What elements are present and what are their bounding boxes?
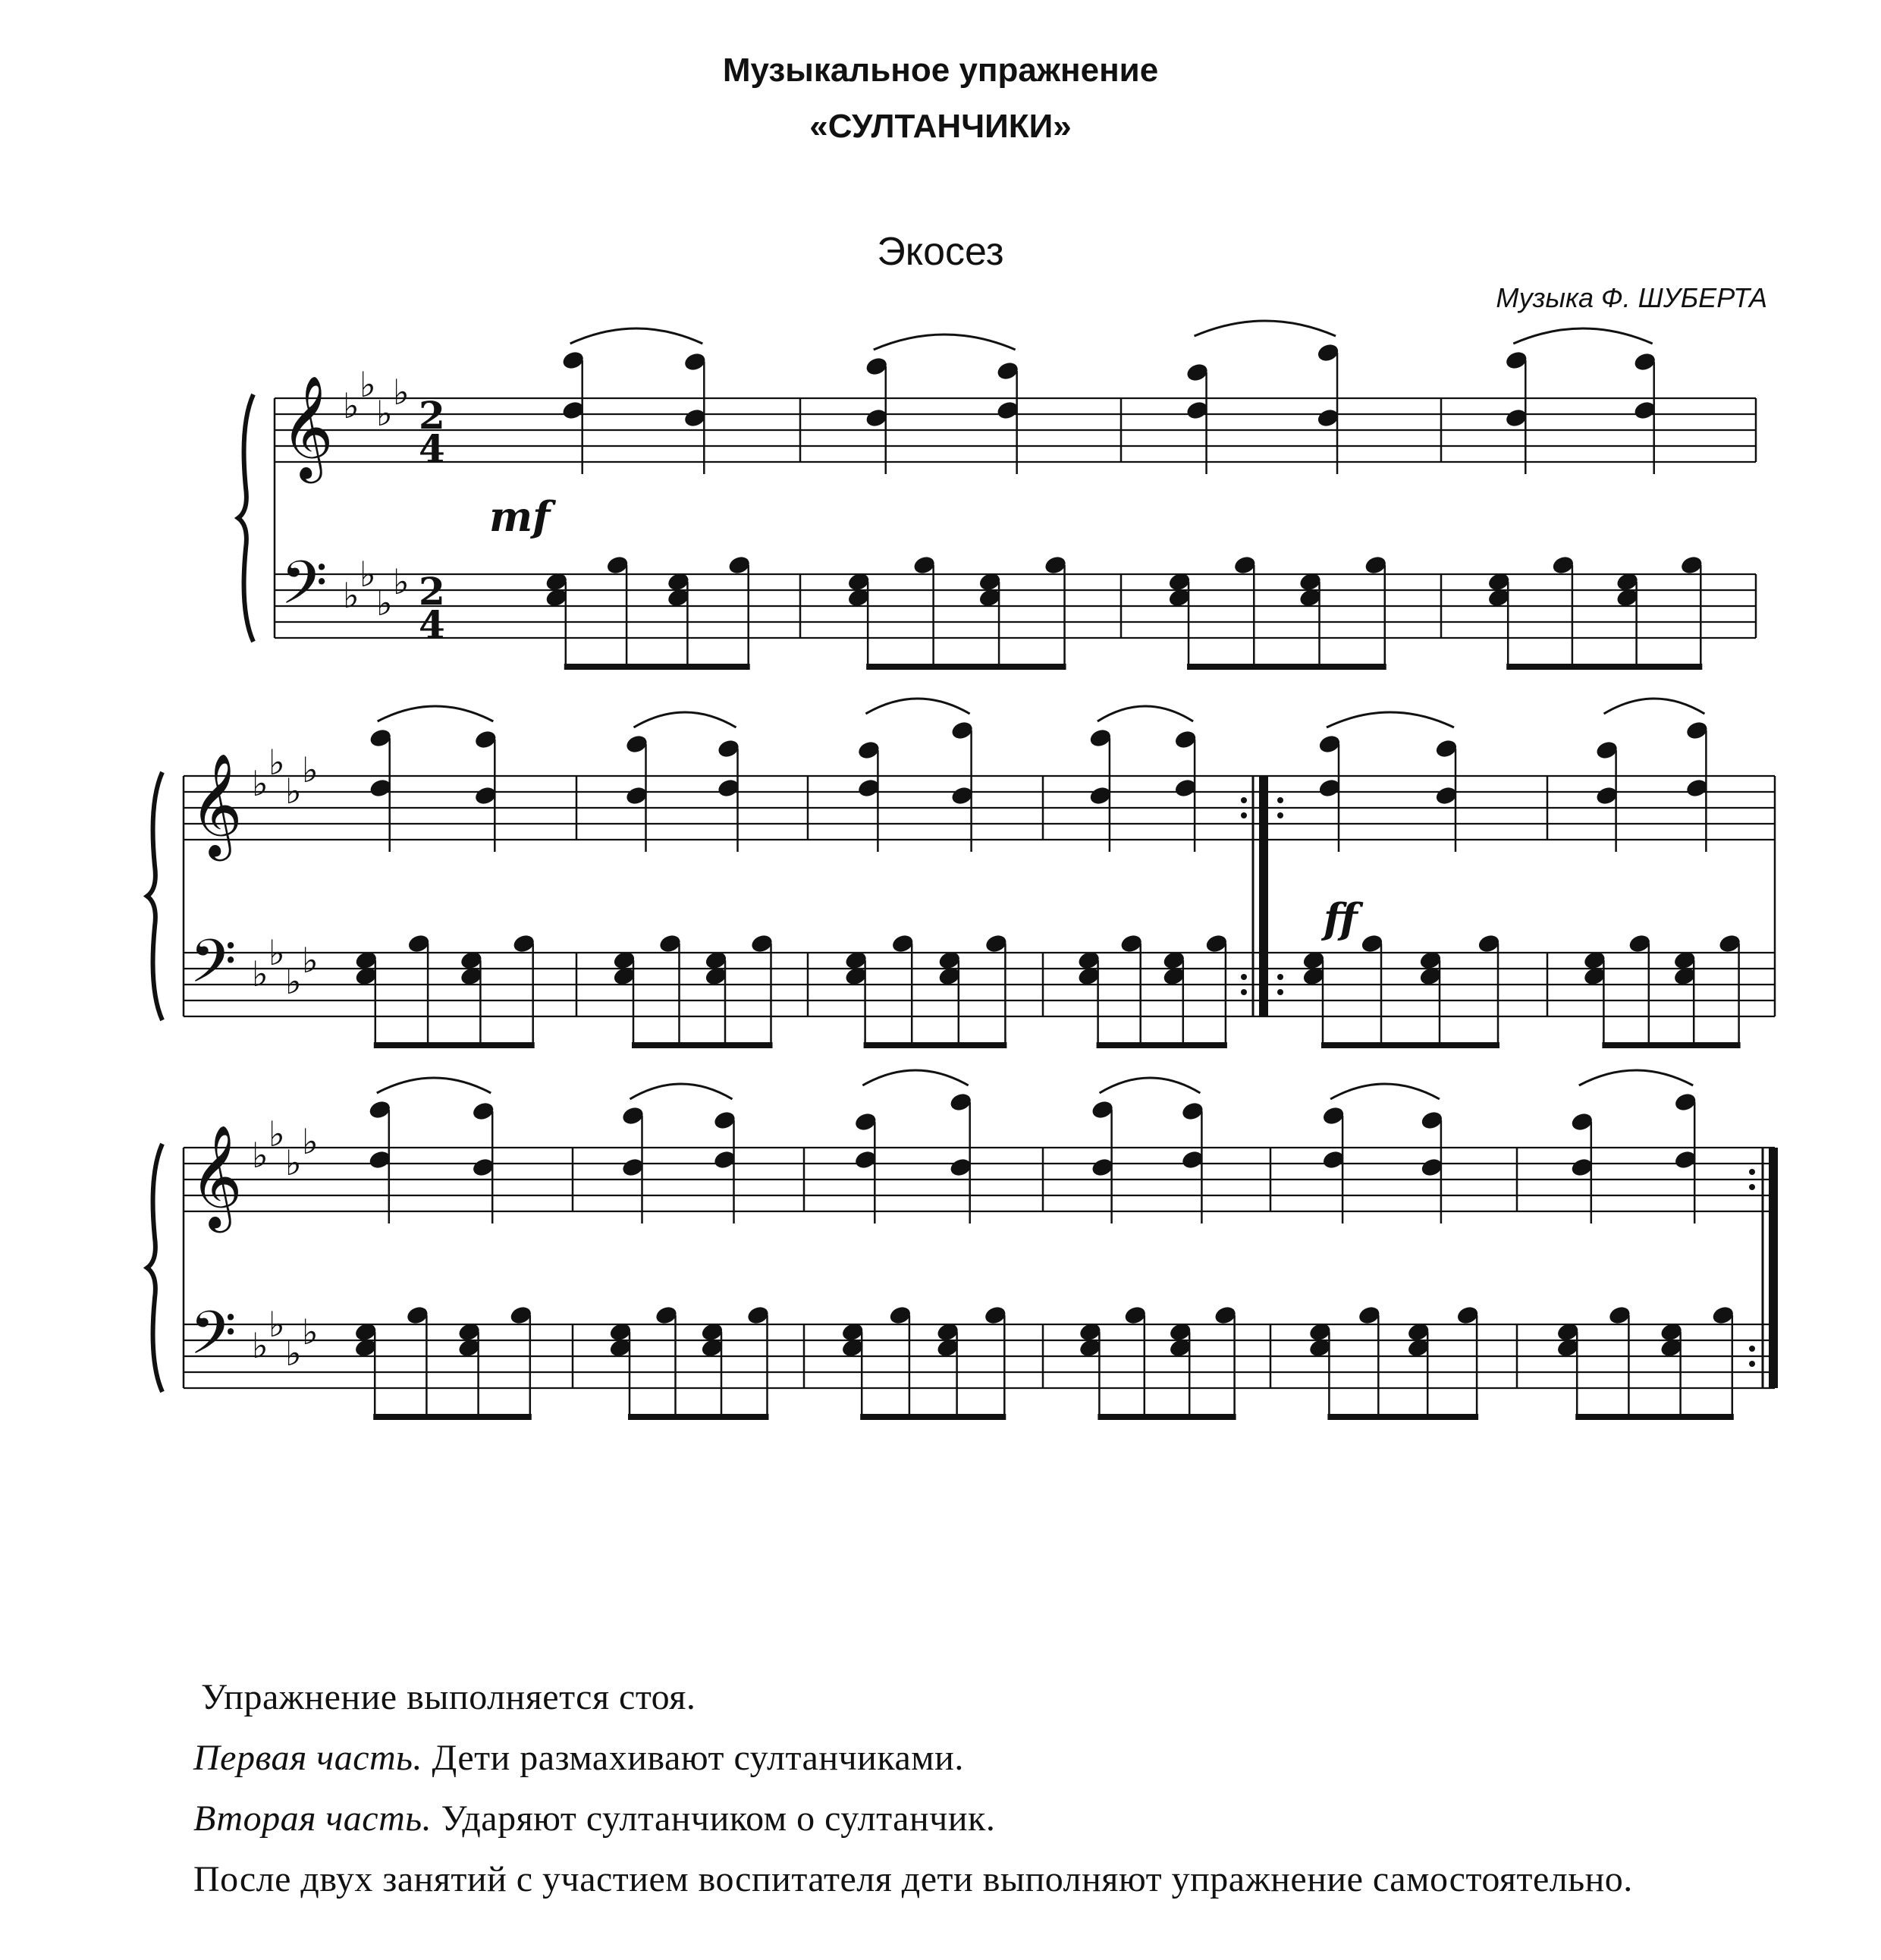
flat-sign: ♭: [268, 742, 285, 783]
exercise-name: «СУЛТАНЧИКИ»: [809, 108, 1072, 145]
slur: [874, 335, 1016, 350]
flat-sign: ♭: [268, 1304, 285, 1345]
page-title: Музыкальное упражнение: [722, 52, 1159, 89]
flat-sign: ♭: [343, 385, 360, 426]
flat-sign: ♭: [302, 1311, 319, 1352]
slur: [1098, 706, 1193, 721]
flat-sign: ♭: [252, 1325, 268, 1366]
dynamic-marking: ff: [1324, 894, 1358, 943]
flat-sign: ♭: [252, 953, 268, 994]
slur: [1195, 321, 1336, 336]
brace: [238, 394, 253, 642]
repeat-dot: [1241, 974, 1247, 980]
slur: [1579, 1070, 1693, 1085]
flat-sign: ♭: [376, 583, 393, 623]
repeat-dot: [1241, 812, 1247, 818]
time-signature-top: 2: [419, 393, 445, 438]
beam: [1602, 1042, 1740, 1048]
beam: [1327, 1414, 1478, 1420]
treble-clef: 𝄞: [281, 374, 334, 479]
beam: [1097, 1042, 1227, 1048]
flat-sign: ♭: [343, 575, 360, 616]
beam: [564, 664, 750, 670]
part-two-label: Вторая часть.: [193, 1798, 432, 1839]
brace: [147, 1144, 162, 1392]
flat-sign: ♭: [252, 763, 268, 804]
flat-sign: ♭: [360, 554, 376, 595]
flat-sign: ♭: [285, 771, 302, 812]
part-two-text: Ударяют султанчиком о султанчик.: [432, 1798, 996, 1839]
beam: [860, 1414, 1006, 1420]
time-signature-bottom: 4: [419, 602, 445, 647]
instruction-line-3: [193, 1798, 995, 1839]
part-one-label: Первая часть.: [193, 1738, 422, 1778]
flat-sign: ♭: [285, 961, 302, 1002]
flat-sign: ♭: [360, 364, 376, 405]
slur: [865, 699, 969, 714]
repeat-dot: [1241, 989, 1247, 995]
repeat-dot: [1241, 797, 1247, 803]
time-signature-bottom: 4: [419, 426, 445, 471]
flat-sign: ♭: [252, 1135, 268, 1176]
beam: [1575, 1414, 1734, 1420]
flat-sign: ♭: [302, 1121, 319, 1162]
slur: [1330, 1084, 1440, 1099]
brace: [147, 772, 162, 1020]
beam: [632, 1042, 773, 1048]
repeat-dot: [1277, 797, 1283, 803]
slur: [862, 1070, 968, 1085]
flat-sign: ♭: [285, 1142, 302, 1183]
flat-sign: ♭: [302, 940, 319, 981]
flat-sign: ♭: [268, 1113, 285, 1154]
slur: [1100, 1078, 1201, 1093]
dynamic-marking: mf: [489, 492, 551, 541]
bass-clef: 𝄢: [190, 926, 237, 1011]
flat-sign: ♭: [376, 393, 393, 434]
bass-clef: 𝄢: [281, 548, 328, 633]
repeat-dot: [1749, 1361, 1755, 1367]
slur: [634, 712, 736, 727]
slur: [378, 706, 494, 721]
beam: [374, 1042, 535, 1048]
beam: [628, 1414, 769, 1420]
repeat-dot: [1749, 1346, 1755, 1352]
beam: [1187, 664, 1386, 670]
beam: [373, 1414, 532, 1420]
instruction-line-2: [193, 1737, 964, 1779]
repeat-dot: [1277, 974, 1283, 980]
flat-sign: ♭: [268, 932, 285, 973]
repeat-dot: [1277, 989, 1283, 995]
slur: [630, 1084, 733, 1099]
thick-barline: [1259, 776, 1268, 1016]
instruction-line-1: Упражнение выполняется стоя.: [201, 1677, 696, 1717]
beam: [1321, 1042, 1499, 1048]
flat-sign: ♭: [393, 561, 410, 602]
slur: [570, 328, 703, 344]
bass-clef: 𝄢: [190, 1298, 237, 1383]
slur: [1513, 328, 1652, 344]
treble-clef: 𝄞: [190, 1123, 243, 1228]
flat-sign: ♭: [393, 372, 410, 413]
slur: [1604, 699, 1705, 714]
beam: [864, 1042, 1007, 1048]
time-signature-top: 2: [419, 569, 445, 614]
repeat-dot: [1277, 812, 1283, 818]
flat-sign: ♭: [285, 1333, 302, 1374]
beam: [1098, 1414, 1236, 1420]
instruction-line-4: После двух занятий с участием воспитателя дети выполняют упражнение самостоятельно.: [193, 1859, 1633, 1899]
repeat-dot: [1749, 1184, 1755, 1190]
beam: [866, 664, 1066, 670]
slur: [1327, 712, 1454, 727]
part-one-text: Дети размахивают султанчиками.: [422, 1738, 964, 1778]
beam: [1506, 664, 1702, 670]
flat-sign: ♭: [302, 749, 319, 790]
treble-clef: 𝄞: [190, 752, 243, 856]
slur: [377, 1078, 491, 1093]
composer-credit: Музыка Ф. ШУБЕРТА: [1496, 282, 1767, 313]
repeat-dot: [1749, 1169, 1755, 1175]
thick-barline: [1769, 1148, 1778, 1388]
piece-title: Экосез: [877, 230, 1004, 274]
